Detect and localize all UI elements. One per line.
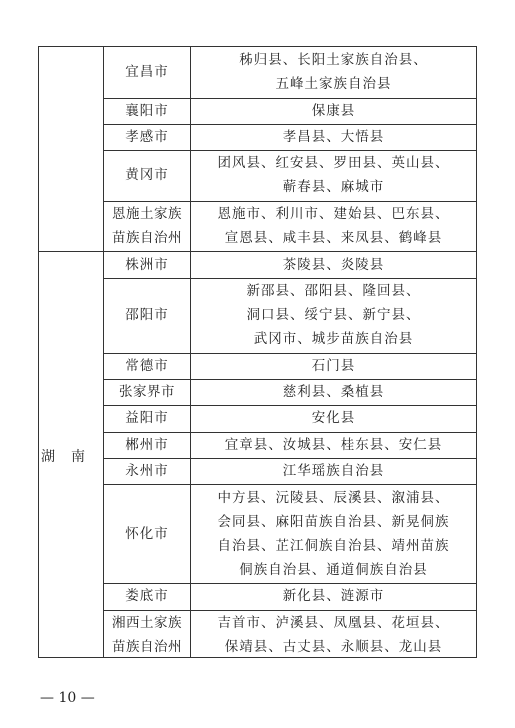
county-list-line: 慈利县、桑植县 <box>282 384 385 401</box>
city-name: 黄冈市 <box>125 167 169 184</box>
county-list-line: 宜章县、汝城县、桂东县、安仁县 <box>224 436 443 453</box>
city-cell <box>104 124 190 150</box>
city-cell <box>104 484 190 583</box>
county-list-line: 孝昌县、大悟县 <box>282 129 385 146</box>
county-cell <box>191 353 476 379</box>
city-cell <box>104 432 190 458</box>
county-cell <box>191 432 476 458</box>
city-cell <box>104 150 190 201</box>
county-list-line: 会同县、麻阳苗族自治县、新晃侗族 <box>217 513 450 530</box>
county-list-line: 自治县、芷江侗族自治县、靖州苗族 <box>217 537 450 554</box>
city-cell <box>104 610 190 661</box>
city-name: 孝感市 <box>125 129 169 146</box>
county-list-line: 新化县、涟源市 <box>282 588 385 605</box>
county-cell <box>191 583 476 609</box>
city-name: 邵阳市 <box>125 307 169 324</box>
county-cell <box>191 405 476 431</box>
county-cell <box>191 610 476 661</box>
county-list-line: 安化县 <box>311 410 356 427</box>
city-cell <box>104 251 190 277</box>
county-cell <box>191 98 476 124</box>
county-table <box>38 46 477 658</box>
county-list-line: 蕲春县、麻城市 <box>282 179 385 196</box>
county-list-line: 宣恩县、咸丰县、来凤县、鹤峰县 <box>224 230 443 247</box>
county-cell <box>191 47 476 98</box>
city-name: 益阳市 <box>125 410 169 427</box>
city-cell <box>104 458 190 484</box>
county-cell <box>191 379 476 405</box>
county-list-line: 秭归县、长阳土家族自治县、 <box>239 52 428 69</box>
county-list-line: 团风县、红安县、罗田县、英山县、 <box>217 155 450 172</box>
city-cell <box>104 47 190 98</box>
page-number: — 10 — <box>40 690 95 706</box>
city-cell <box>104 353 190 379</box>
county-list-line: 茶陵县、炎陵县 <box>282 256 385 273</box>
county-list-line: 吉首市、泸溪县、凤凰县、花垣县、 <box>217 614 450 631</box>
city-cell <box>104 98 190 124</box>
county-list-line: 武冈市、城步苗族自治县 <box>253 331 414 348</box>
city-cell <box>104 405 190 431</box>
city-name: 怀化市 <box>125 525 169 542</box>
county-list-line: 恩施市、利川市、建始县、巴东县、 <box>217 206 450 223</box>
city-cell <box>104 379 190 405</box>
county-list-line: 五峰土家族自治县 <box>275 76 392 93</box>
county-list-line: 保康县 <box>311 102 356 119</box>
county-list-line: 新邵县、邵阳县、隆回县、 <box>246 283 421 300</box>
city-name: 湘西土家族 <box>112 614 182 631</box>
city-name: 苗族自治州 <box>112 638 182 655</box>
county-cell <box>191 201 476 252</box>
county-list-line: 江华瑶族自治县 <box>282 462 385 479</box>
province-cell: 湖南 <box>41 448 101 465</box>
city-cell <box>104 201 190 252</box>
city-cell <box>104 278 190 353</box>
city-name: 娄底市 <box>125 588 169 605</box>
county-cell <box>191 124 476 150</box>
county-cell <box>191 278 476 353</box>
city-name: 永州市 <box>125 462 169 479</box>
city-name: 常德市 <box>125 357 169 374</box>
county-list-line: 石门县 <box>311 357 356 374</box>
city-name: 宜昌市 <box>125 64 169 81</box>
county-cell <box>191 458 476 484</box>
county-cell <box>191 484 476 583</box>
county-list-line: 保靖县、古丈县、永顺县、龙山县 <box>224 638 443 655</box>
city-name: 恩施土家族 <box>112 206 182 223</box>
county-cell <box>191 251 476 277</box>
city-cell <box>104 583 190 609</box>
county-list-line: 洞口县、绥宁县、新宁县、 <box>246 307 421 324</box>
city-name: 苗族自治州 <box>112 230 182 247</box>
county-list-line: 中方县、沅陵县、辰溪县、溆浦县、 <box>217 489 450 506</box>
city-name: 张家界市 <box>119 384 175 401</box>
city-name: 襄阳市 <box>125 102 169 119</box>
county-cell <box>191 150 476 201</box>
city-name: 株洲市 <box>125 256 169 273</box>
county-list-line: 侗族自治县、通道侗族自治县 <box>239 561 428 578</box>
city-name: 郴州市 <box>125 436 169 453</box>
province-cell <box>39 47 103 251</box>
